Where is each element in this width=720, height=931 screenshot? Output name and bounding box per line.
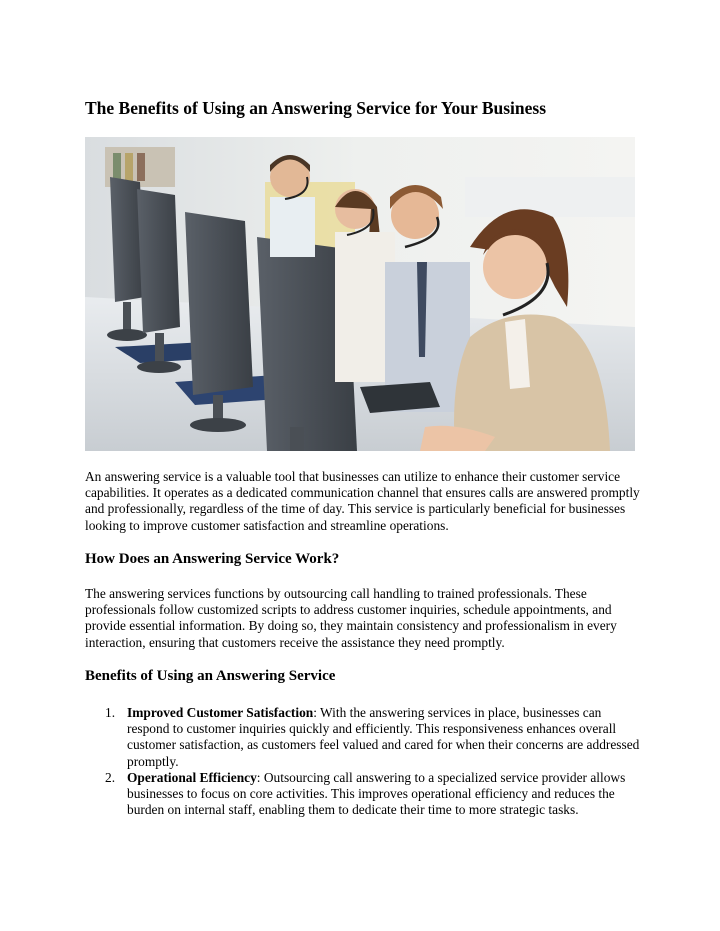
section-heading-benefits: Benefits of Using an Answering Service — [85, 668, 336, 684]
list-item-number: 1. — [105, 705, 116, 720]
list-item-term: Operational Efficiency — [127, 769, 257, 785]
intro-paragraph: An answering service is a valuable tool that businesses can utilize to enhance their customer service capabilities. It operates as a dedicated communication channel that ensures calls are answered promptly and professionally, regardless of the time of day. This service is particularly beneficial for businesses looking to improve customer satisfaction and streamline operations. — [85, 469, 640, 533]
list-item-text: : With the answering services in place, businesses can respond to customer inquiries quickly and efficiently. This responsiveness enhances overall customer satisfaction, as customers feel valued and cared for when their concerns are addressed promptly. — [127, 705, 640, 769]
call-center-photo — [85, 137, 635, 451]
page-title: The Benefits of Using an Answering Service for Your Business — [85, 98, 547, 118]
list-item — [85, 770, 645, 819]
section-heading-how-it-works: How Does an Answering Service Work? — [85, 551, 340, 567]
list-item-term: Improved Customer Satisfaction — [127, 705, 314, 720]
list-item-text: : Outsourcing call answering to a specialized service provider allows businesses to focus on core activities. This improves operational efficiency and reduces the burden on internal staff, enabling them to dedicate their time to more strategic tasks. — [127, 769, 626, 818]
how-it-works-paragraph: The answering services functions by outsourcing call handling to trained professionals. These professionals follow customized scripts to address customer inquiries, schedule appointments, and provide essential information. By doing so, they maintain consistency and professionalism in every interaction, ensuring that customers receive the assistance they need promptly. — [85, 586, 617, 650]
list-item — [85, 705, 645, 770]
benefits-list — [85, 705, 645, 818]
list-item-number: 2. — [105, 769, 116, 785]
